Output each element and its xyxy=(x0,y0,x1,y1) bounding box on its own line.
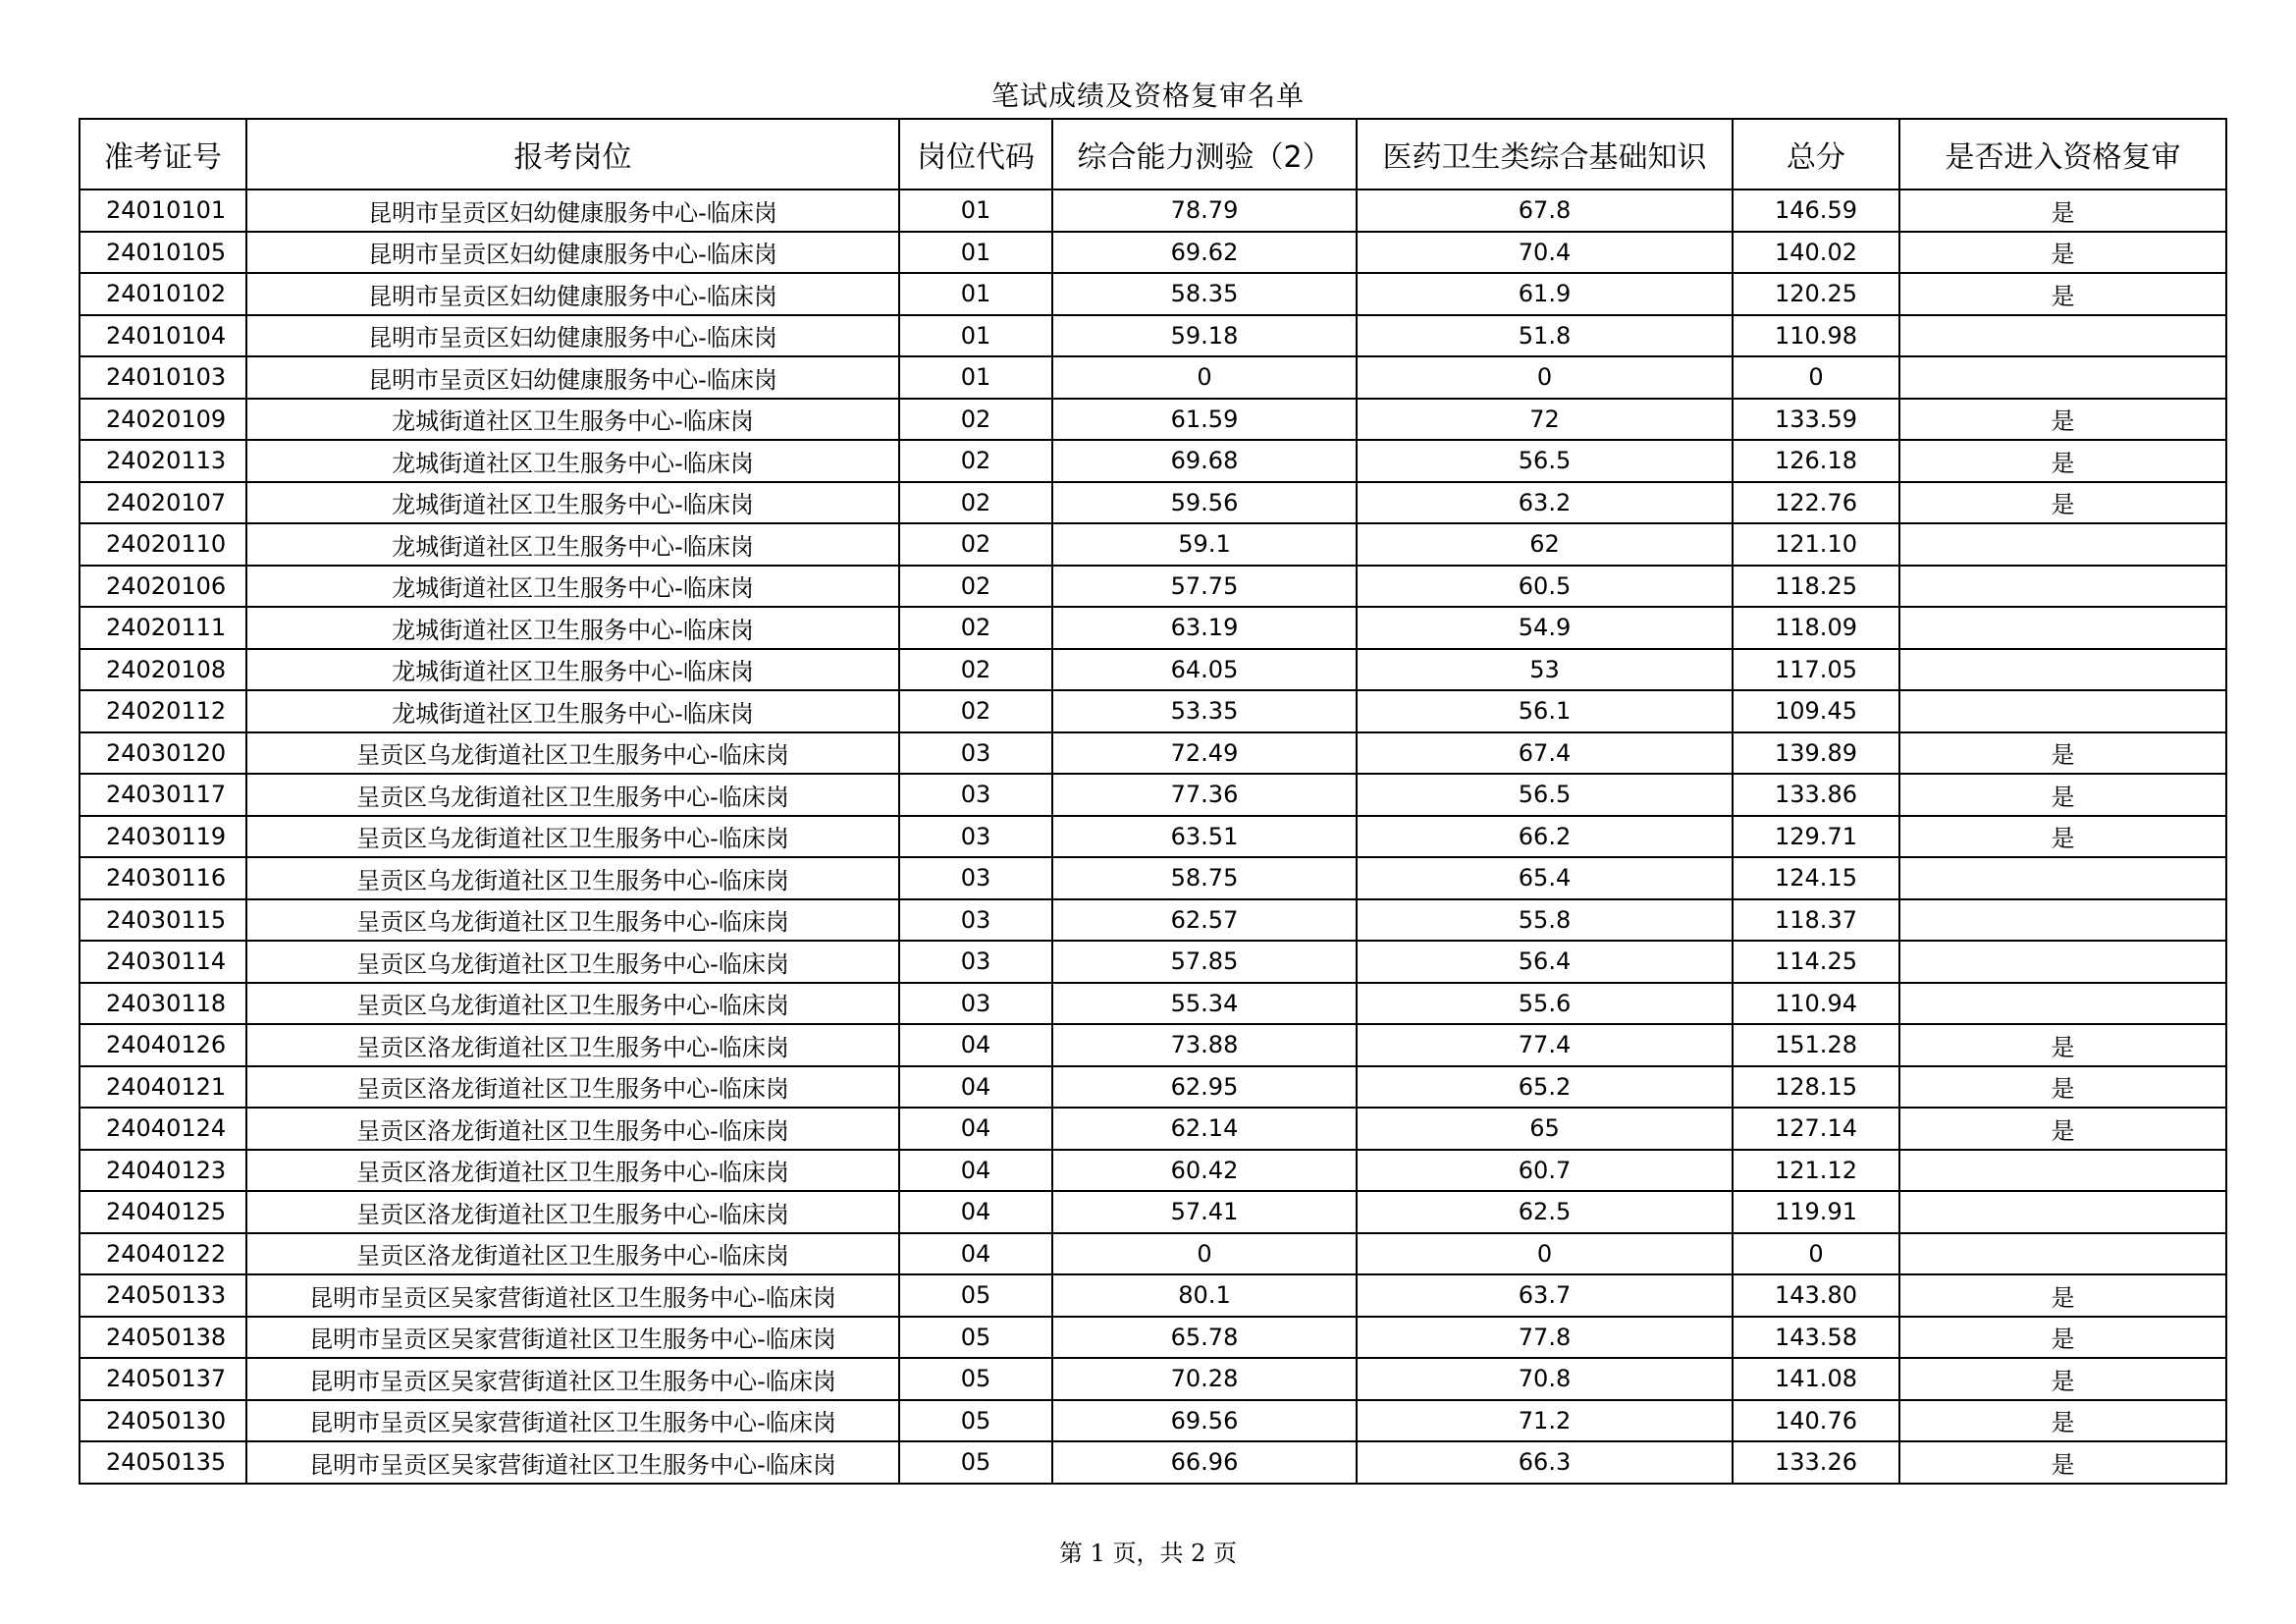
exam-id-cell: 24030119 xyxy=(80,816,246,858)
header-exam-id: 准考证号 xyxy=(80,119,246,189)
medical-knowledge-score-cell: 56.1 xyxy=(1357,690,1733,732)
qualification-review-cell xyxy=(1899,983,2226,1025)
position-cell: 呈贡区乌龙街道社区卫生服务中心-临床岗 xyxy=(246,899,899,942)
aptitude-score-cell: 77.36 xyxy=(1052,774,1357,816)
qualification-review-cell xyxy=(1899,1150,2226,1192)
position-cell: 呈贡区洛龙街道社区卫生服务中心-临床岗 xyxy=(246,1150,899,1192)
aptitude-score-cell: 69.62 xyxy=(1052,232,1357,274)
aptitude-score-cell: 72.49 xyxy=(1052,732,1357,775)
total-score-cell: 127.14 xyxy=(1733,1108,1899,1150)
position-code-cell: 04 xyxy=(899,1233,1052,1275)
table-row xyxy=(80,690,2226,732)
position-cell: 呈贡区乌龙街道社区卫生服务中心-临床岗 xyxy=(246,816,899,858)
total-score-cell: 117.05 xyxy=(1733,649,1899,691)
aptitude-score-cell: 53.35 xyxy=(1052,690,1357,732)
qualification-review-cell: 是 xyxy=(1899,1274,2226,1317)
aptitude-score-cell: 62.14 xyxy=(1052,1108,1357,1150)
position-code-cell: 02 xyxy=(899,566,1052,608)
exam-id-cell: 24020112 xyxy=(80,690,246,732)
position-code-cell: 02 xyxy=(899,607,1052,649)
qualification-review-cell xyxy=(1899,941,2226,983)
position-cell: 昆明市呈贡区妇幼健康服务中心-临床岗 xyxy=(246,315,899,357)
position-cell: 昆明市呈贡区吴家营街道社区卫生服务中心-临床岗 xyxy=(246,1400,899,1442)
medical-knowledge-score-cell: 65.2 xyxy=(1357,1066,1733,1109)
position-code-cell: 03 xyxy=(899,774,1052,816)
qualification-review-cell: 是 xyxy=(1899,232,2226,274)
aptitude-score-cell: 0 xyxy=(1052,356,1357,399)
table-row xyxy=(80,1441,2226,1484)
position-code-cell: 03 xyxy=(899,857,1052,899)
aptitude-score-cell: 57.85 xyxy=(1052,941,1357,983)
qualification-review-cell: 是 xyxy=(1899,1358,2226,1400)
table-body xyxy=(80,189,2226,1484)
position-code-cell: 03 xyxy=(899,899,1052,942)
qualification-review-cell: 是 xyxy=(1899,816,2226,858)
total-score-cell: 119.91 xyxy=(1733,1191,1899,1233)
position-code-cell: 05 xyxy=(899,1400,1052,1442)
exam-id-cell: 24050130 xyxy=(80,1400,246,1442)
position-cell: 昆明市呈贡区吴家营街道社区卫生服务中心-临床岗 xyxy=(246,1317,899,1359)
exam-id-cell: 24010102 xyxy=(80,273,246,315)
exam-id-cell: 24020113 xyxy=(80,440,246,482)
position-code-cell: 04 xyxy=(899,1108,1052,1150)
exam-id-cell: 24010101 xyxy=(80,189,246,232)
medical-knowledge-score-cell: 65 xyxy=(1357,1108,1733,1150)
table-row xyxy=(80,1150,2226,1192)
score-table xyxy=(79,118,2227,1485)
table-row xyxy=(80,816,2226,858)
medical-knowledge-score-cell: 67.4 xyxy=(1357,732,1733,775)
total-score-cell: 128.15 xyxy=(1733,1066,1899,1109)
medical-knowledge-score-cell: 55.6 xyxy=(1357,983,1733,1025)
aptitude-score-cell: 58.35 xyxy=(1052,273,1357,315)
medical-knowledge-score-cell: 56.4 xyxy=(1357,941,1733,983)
table-row xyxy=(80,232,2226,274)
table-header xyxy=(80,119,2226,189)
position-code-cell: 01 xyxy=(899,273,1052,315)
exam-id-cell: 24050135 xyxy=(80,1441,246,1484)
table-row xyxy=(80,857,2226,899)
position-code-cell: 02 xyxy=(899,440,1052,482)
position-code-cell: 04 xyxy=(899,1150,1052,1192)
aptitude-score-cell: 65.78 xyxy=(1052,1317,1357,1359)
table-row xyxy=(80,1233,2226,1275)
aptitude-score-cell: 63.51 xyxy=(1052,816,1357,858)
medical-knowledge-score-cell: 65.4 xyxy=(1357,857,1733,899)
table-row xyxy=(80,356,2226,399)
medical-knowledge-score-cell: 61.9 xyxy=(1357,273,1733,315)
position-cell: 龙城街道社区卫生服务中心-临床岗 xyxy=(246,482,899,524)
exam-id-cell: 24040121 xyxy=(80,1066,246,1109)
position-code-cell: 02 xyxy=(899,649,1052,691)
total-score-cell: 120.25 xyxy=(1733,273,1899,315)
table-row xyxy=(80,1024,2226,1066)
medical-knowledge-score-cell: 70.8 xyxy=(1357,1358,1733,1400)
exam-id-cell: 24020110 xyxy=(80,523,246,566)
position-cell: 呈贡区乌龙街道社区卫生服务中心-临床岗 xyxy=(246,732,899,775)
exam-id-cell: 24030120 xyxy=(80,732,246,775)
qualification-review-cell: 是 xyxy=(1899,399,2226,441)
aptitude-score-cell: 62.57 xyxy=(1052,899,1357,942)
exam-id-cell: 24030117 xyxy=(80,774,246,816)
total-score-cell: 133.86 xyxy=(1733,774,1899,816)
header-medical-knowledge-score: 医药卫生类综合基础知识 xyxy=(1357,119,1733,189)
position-code-cell: 01 xyxy=(899,315,1052,357)
exam-id-cell: 24030114 xyxy=(80,941,246,983)
position-code-cell: 01 xyxy=(899,356,1052,399)
exam-id-cell: 24040125 xyxy=(80,1191,246,1233)
table-row xyxy=(80,1400,2226,1442)
header-row xyxy=(80,119,2226,189)
aptitude-score-cell: 69.56 xyxy=(1052,1400,1357,1442)
medical-knowledge-score-cell: 62 xyxy=(1357,523,1733,566)
position-cell: 呈贡区洛龙街道社区卫生服务中心-临床岗 xyxy=(246,1191,899,1233)
qualification-review-cell xyxy=(1899,1191,2226,1233)
table-row xyxy=(80,983,2226,1025)
total-score-cell: 146.59 xyxy=(1733,189,1899,232)
medical-knowledge-score-cell: 62.5 xyxy=(1357,1191,1733,1233)
table-row xyxy=(80,315,2226,357)
table-row xyxy=(80,1358,2226,1400)
medical-knowledge-score-cell: 56.5 xyxy=(1357,774,1733,816)
qualification-review-cell xyxy=(1899,356,2226,399)
position-cell: 呈贡区洛龙街道社区卫生服务中心-临床岗 xyxy=(246,1066,899,1109)
total-score-cell: 140.76 xyxy=(1733,1400,1899,1442)
total-score-cell: 141.08 xyxy=(1733,1358,1899,1400)
position-cell: 呈贡区洛龙街道社区卫生服务中心-临床岗 xyxy=(246,1024,899,1066)
position-code-cell: 03 xyxy=(899,983,1052,1025)
table-row xyxy=(80,566,2226,608)
medical-knowledge-score-cell: 77.4 xyxy=(1357,1024,1733,1066)
exam-id-cell: 24020111 xyxy=(80,607,246,649)
medical-knowledge-score-cell: 60.7 xyxy=(1357,1150,1733,1192)
table-row xyxy=(80,607,2226,649)
table-row xyxy=(80,399,2226,441)
aptitude-score-cell: 70.28 xyxy=(1052,1358,1357,1400)
exam-id-cell: 24050133 xyxy=(80,1274,246,1317)
position-cell: 呈贡区乌龙街道社区卫生服务中心-临床岗 xyxy=(246,774,899,816)
position-code-cell: 01 xyxy=(899,189,1052,232)
aptitude-score-cell: 61.59 xyxy=(1052,399,1357,441)
total-score-cell: 139.89 xyxy=(1733,732,1899,775)
position-code-cell: 05 xyxy=(899,1317,1052,1359)
exam-id-cell: 24010105 xyxy=(80,232,246,274)
total-score-cell: 109.45 xyxy=(1733,690,1899,732)
aptitude-score-cell: 73.88 xyxy=(1052,1024,1357,1066)
position-cell: 呈贡区乌龙街道社区卫生服务中心-临床岗 xyxy=(246,941,899,983)
table-row xyxy=(80,523,2226,566)
table-row xyxy=(80,941,2226,983)
total-score-cell: 129.71 xyxy=(1733,816,1899,858)
exam-id-cell: 24030115 xyxy=(80,899,246,942)
medical-knowledge-score-cell: 66.2 xyxy=(1357,816,1733,858)
medical-knowledge-score-cell: 54.9 xyxy=(1357,607,1733,649)
exam-id-cell: 24050137 xyxy=(80,1358,246,1400)
aptitude-score-cell: 58.75 xyxy=(1052,857,1357,899)
total-score-cell: 110.98 xyxy=(1733,315,1899,357)
aptitude-score-cell: 62.95 xyxy=(1052,1066,1357,1109)
position-code-cell: 02 xyxy=(899,482,1052,524)
exam-id-cell: 24030116 xyxy=(80,857,246,899)
aptitude-score-cell: 0 xyxy=(1052,1233,1357,1275)
position-cell: 龙城街道社区卫生服务中心-临床岗 xyxy=(246,607,899,649)
position-cell: 昆明市呈贡区妇幼健康服务中心-临床岗 xyxy=(246,273,899,315)
medical-knowledge-score-cell: 53 xyxy=(1357,649,1733,691)
qualification-review-cell xyxy=(1899,690,2226,732)
position-cell: 呈贡区洛龙街道社区卫生服务中心-临床岗 xyxy=(246,1108,899,1150)
total-score-cell: 151.28 xyxy=(1733,1024,1899,1066)
qualification-review-cell: 是 xyxy=(1899,1441,2226,1484)
qualification-review-cell: 是 xyxy=(1899,1066,2226,1109)
position-code-cell: 04 xyxy=(899,1191,1052,1233)
total-score-cell: 0 xyxy=(1733,1233,1899,1275)
medical-knowledge-score-cell: 63.7 xyxy=(1357,1274,1733,1317)
medical-knowledge-score-cell: 63.2 xyxy=(1357,482,1733,524)
header-total-score: 总分 xyxy=(1733,119,1899,189)
page-footer: 第 1 页，共 2 页 xyxy=(1058,1540,1238,1567)
position-cell: 昆明市呈贡区妇幼健康服务中心-临床岗 xyxy=(246,356,899,399)
total-score-cell: 143.80 xyxy=(1733,1274,1899,1317)
position-cell: 昆明市呈贡区吴家营街道社区卫生服务中心-临床岗 xyxy=(246,1441,899,1484)
position-cell: 昆明市呈贡区吴家营街道社区卫生服务中心-临床岗 xyxy=(246,1358,899,1400)
aptitude-score-cell: 64.05 xyxy=(1052,649,1357,691)
qualification-review-cell: 是 xyxy=(1899,732,2226,775)
qualification-review-cell: 是 xyxy=(1899,440,2226,482)
total-score-cell: 110.94 xyxy=(1733,983,1899,1025)
qualification-review-cell xyxy=(1899,1233,2226,1275)
total-score-cell: 122.76 xyxy=(1733,482,1899,524)
position-code-cell: 01 xyxy=(899,232,1052,274)
table-row xyxy=(80,732,2226,775)
position-cell: 呈贡区乌龙街道社区卫生服务中心-临床岗 xyxy=(246,983,899,1025)
table-row xyxy=(80,1317,2226,1359)
medical-knowledge-score-cell: 66.3 xyxy=(1357,1441,1733,1484)
total-score-cell: 143.58 xyxy=(1733,1317,1899,1359)
qualification-review-cell: 是 xyxy=(1899,1317,2226,1359)
position-cell: 昆明市呈贡区吴家营街道社区卫生服务中心-临床岗 xyxy=(246,1274,899,1317)
qualification-review-cell: 是 xyxy=(1899,1400,2226,1442)
qualification-review-cell: 是 xyxy=(1899,482,2226,524)
position-code-cell: 02 xyxy=(899,523,1052,566)
position-cell: 龙城街道社区卫生服务中心-临床岗 xyxy=(246,690,899,732)
header-qualification-review: 是否进入资格复审 xyxy=(1899,119,2226,189)
position-code-cell: 03 xyxy=(899,732,1052,775)
position-code-cell: 05 xyxy=(899,1441,1052,1484)
aptitude-score-cell: 63.19 xyxy=(1052,607,1357,649)
qualification-review-cell: 是 xyxy=(1899,189,2226,232)
aptitude-score-cell: 55.34 xyxy=(1052,983,1357,1025)
position-code-cell: 04 xyxy=(899,1066,1052,1109)
exam-id-cell: 24020106 xyxy=(80,566,246,608)
medical-knowledge-score-cell: 71.2 xyxy=(1357,1400,1733,1442)
total-score-cell: 133.59 xyxy=(1733,399,1899,441)
exam-id-cell: 24040122 xyxy=(80,1233,246,1275)
table-row xyxy=(80,440,2226,482)
table-row xyxy=(80,899,2226,942)
aptitude-score-cell: 57.75 xyxy=(1052,566,1357,608)
position-cell: 龙城街道社区卫生服务中心-临床岗 xyxy=(246,566,899,608)
medical-knowledge-score-cell: 0 xyxy=(1357,1233,1733,1275)
exam-id-cell: 24030118 xyxy=(80,983,246,1025)
position-cell: 龙城街道社区卫生服务中心-临床岗 xyxy=(246,649,899,691)
position-cell: 昆明市呈贡区妇幼健康服务中心-临床岗 xyxy=(246,189,899,232)
medical-knowledge-score-cell: 72 xyxy=(1357,399,1733,441)
table-row xyxy=(80,1274,2226,1317)
qualification-review-cell xyxy=(1899,315,2226,357)
aptitude-score-cell: 66.96 xyxy=(1052,1441,1357,1484)
total-score-cell: 118.37 xyxy=(1733,899,1899,942)
aptitude-score-cell: 59.1 xyxy=(1052,523,1357,566)
total-score-cell: 140.02 xyxy=(1733,232,1899,274)
medical-knowledge-score-cell: 67.8 xyxy=(1357,189,1733,232)
position-code-cell: 02 xyxy=(899,399,1052,441)
medical-knowledge-score-cell: 55.8 xyxy=(1357,899,1733,942)
aptitude-score-cell: 78.79 xyxy=(1052,189,1357,232)
exam-id-cell: 24010104 xyxy=(80,315,246,357)
medical-knowledge-score-cell: 77.8 xyxy=(1357,1317,1733,1359)
medical-knowledge-score-cell: 60.5 xyxy=(1357,566,1733,608)
header-position-code: 岗位代码 xyxy=(899,119,1052,189)
position-cell: 呈贡区乌龙街道社区卫生服务中心-临床岗 xyxy=(246,857,899,899)
total-score-cell: 133.26 xyxy=(1733,1441,1899,1484)
medical-knowledge-score-cell: 56.5 xyxy=(1357,440,1733,482)
medical-knowledge-score-cell: 0 xyxy=(1357,356,1733,399)
position-code-cell: 05 xyxy=(899,1274,1052,1317)
aptitude-score-cell: 60.42 xyxy=(1052,1150,1357,1192)
table-row xyxy=(80,649,2226,691)
qualification-review-cell xyxy=(1899,649,2226,691)
document-title: 笔试成绩及资格复审名单 xyxy=(990,80,1305,112)
total-score-cell: 114.25 xyxy=(1733,941,1899,983)
table-row xyxy=(80,1066,2226,1109)
qualification-review-cell xyxy=(1899,607,2226,649)
aptitude-score-cell: 69.68 xyxy=(1052,440,1357,482)
qualification-review-cell: 是 xyxy=(1899,774,2226,816)
total-score-cell: 0 xyxy=(1733,356,1899,399)
position-code-cell: 03 xyxy=(899,816,1052,858)
table-row xyxy=(80,482,2226,524)
exam-id-cell: 24040124 xyxy=(80,1108,246,1150)
total-score-cell: 121.10 xyxy=(1733,523,1899,566)
qualification-review-cell: 是 xyxy=(1899,1108,2226,1150)
table-row xyxy=(80,1191,2226,1233)
position-cell: 呈贡区洛龙街道社区卫生服务中心-临床岗 xyxy=(246,1233,899,1275)
aptitude-score-cell: 59.18 xyxy=(1052,315,1357,357)
qualification-review-cell xyxy=(1899,899,2226,942)
aptitude-score-cell: 57.41 xyxy=(1052,1191,1357,1233)
qualification-review-cell xyxy=(1899,523,2226,566)
position-code-cell: 03 xyxy=(899,941,1052,983)
exam-id-cell: 24040123 xyxy=(80,1150,246,1192)
medical-knowledge-score-cell: 70.4 xyxy=(1357,232,1733,274)
qualification-review-cell: 是 xyxy=(1899,273,2226,315)
medical-knowledge-score-cell: 51.8 xyxy=(1357,315,1733,357)
exam-id-cell: 24040126 xyxy=(80,1024,246,1066)
exam-id-cell: 24020108 xyxy=(80,649,246,691)
table-row xyxy=(80,1108,2226,1150)
aptitude-score-cell: 59.56 xyxy=(1052,482,1357,524)
table-row xyxy=(80,273,2226,315)
aptitude-score-cell: 80.1 xyxy=(1052,1274,1357,1317)
position-cell: 龙城街道社区卫生服务中心-临床岗 xyxy=(246,440,899,482)
total-score-cell: 118.25 xyxy=(1733,566,1899,608)
header-aptitude-score: 综合能力测验（2） xyxy=(1052,119,1357,189)
qualification-review-cell: 是 xyxy=(1899,1024,2226,1066)
exam-id-cell: 24020109 xyxy=(80,399,246,441)
table-row xyxy=(80,189,2226,232)
exam-id-cell: 24020107 xyxy=(80,482,246,524)
position-cell: 龙城街道社区卫生服务中心-临床岗 xyxy=(246,523,899,566)
exam-id-cell: 24010103 xyxy=(80,356,246,399)
position-cell: 龙城街道社区卫生服务中心-临床岗 xyxy=(246,399,899,441)
total-score-cell: 126.18 xyxy=(1733,440,1899,482)
qualification-review-cell xyxy=(1899,566,2226,608)
qualification-review-cell xyxy=(1899,857,2226,899)
header-position: 报考岗位 xyxy=(246,119,899,189)
total-score-cell: 121.12 xyxy=(1733,1150,1899,1192)
table-row xyxy=(80,774,2226,816)
position-code-cell: 05 xyxy=(899,1358,1052,1400)
position-code-cell: 02 xyxy=(899,690,1052,732)
total-score-cell: 118.09 xyxy=(1733,607,1899,649)
exam-id-cell: 24050138 xyxy=(80,1317,246,1359)
total-score-cell: 124.15 xyxy=(1733,857,1899,899)
position-cell: 昆明市呈贡区妇幼健康服务中心-临床岗 xyxy=(246,232,899,274)
position-code-cell: 04 xyxy=(899,1024,1052,1066)
